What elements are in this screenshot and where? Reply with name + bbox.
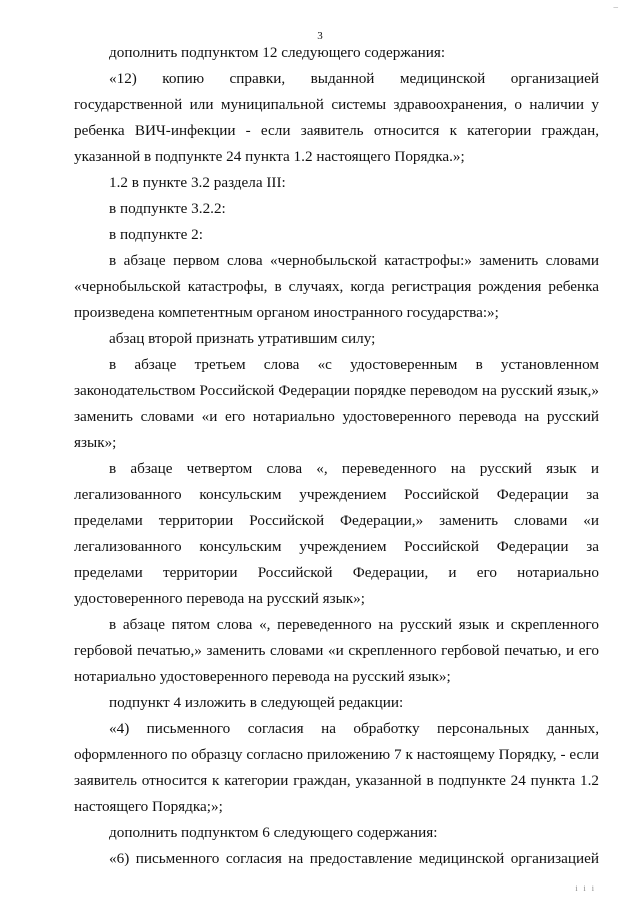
paragraph: 1.2 в пункте 3.2 раздела III: bbox=[109, 174, 286, 191]
paragraph: в абзаце четвертом слова «, переведенного на русский язык и легализованного консульским учреждением Российской Федерации за пределами территории Российской Федерации,» заменить словами «и легализованного консульским учреждением Российской Федерации за пределами территории Российской Федерации, и его нотариально удостоверенного перевода на русский язык»; bbox=[74, 460, 599, 607]
paragraph: «6) письменного согласия на предоставление медицинской организацией bbox=[109, 850, 599, 867]
paragraph: «12) копию справки, выданной медицинской организацией государственной или муниципальной системы здравоохранения, о наличии у ребенка ВИЧ-инфекции - если заявитель относится к категории граждан, указанной в подпункте 24 пункта 1.2 настоящего Порядка.»; bbox=[74, 70, 599, 165]
paragraph: в абзаце пятом слова «, переведенного на русский язык и скрепленного гербовой печатью,» заменить словами «и скрепленного гербовой печатью, и его нотариально удостоверенного перевода на русский язык»; bbox=[74, 616, 599, 685]
paragraph: «4) письменного согласия на обработку персональных данных, оформленного по образцу согласно приложению 7 к настоящему Порядку, - если заявитель относится к категории граждан, указанной в подпункте 24 пункта 1.2 настоящего Порядка;»; bbox=[74, 720, 599, 815]
document-body bbox=[74, 40, 599, 872]
paragraph: в подпункте 3.2.2: bbox=[109, 200, 226, 217]
paragraph: подпункт 4 изложить в следующей редакции: bbox=[109, 694, 404, 711]
page-number: 3 bbox=[317, 30, 323, 42]
paragraph: в абзаце первом слова «чернобыльской катастрофы:» заменить словами «чернобыльской катастрофы, в случаях, когда регистрация рождения ребенка произведена компетентным органом иностранного государства:»; bbox=[74, 252, 599, 321]
paragraph: абзац второй признать утратившим силу; bbox=[109, 330, 376, 347]
paragraph: дополнить подпунктом 12 следующего содержания: bbox=[109, 44, 446, 61]
paragraph: в подпункте 2: bbox=[109, 226, 203, 243]
paragraph: дополнить подпунктом 6 следующего содержания: bbox=[109, 824, 438, 841]
corner-mark: – bbox=[613, 2, 618, 12]
footer-mark: і і і bbox=[575, 884, 596, 893]
paragraph: в абзаце третьем слова «с удостоверенным в установленном законодательством Российской Федерации порядке переводом на русский язык,» заменить словами «и его нотариально удостоверенного перевода на русский язык»; bbox=[74, 356, 599, 451]
